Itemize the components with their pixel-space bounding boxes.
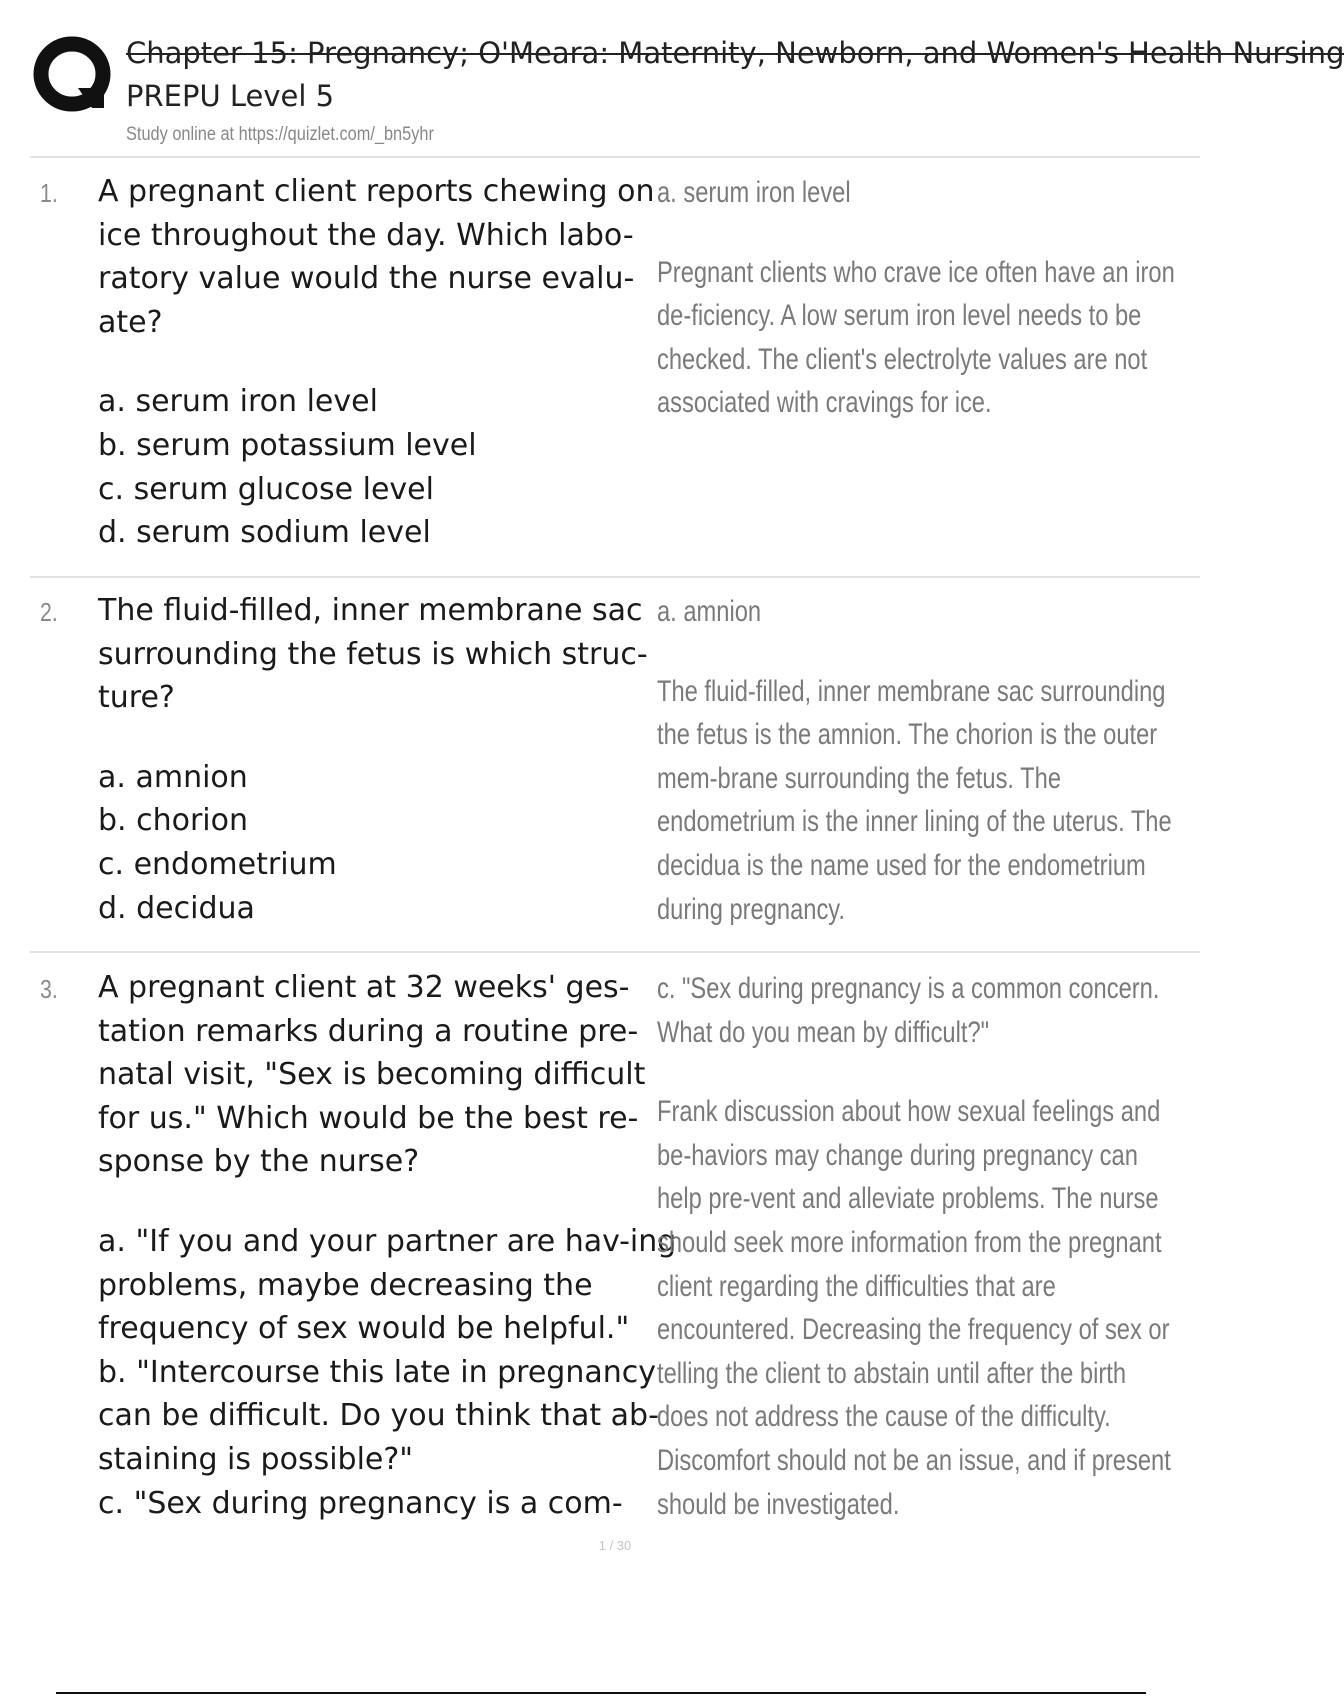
card-number: 1. xyxy=(40,178,58,208)
card-number: 3. xyxy=(40,974,58,1004)
answer-option: d. decidua xyxy=(98,890,255,926)
question xyxy=(98,589,688,930)
rationale: Pregnant clients who crave ice often have an iron de-ficiency. A low serum iron level needs to be checked. The client's electrolyte values are not associated with cravings for ice. xyxy=(657,255,1175,420)
answer-option: d. serum sodium level xyxy=(98,515,431,551)
answer-panel xyxy=(657,590,1217,931)
answer-panel xyxy=(657,967,1217,1526)
answer-option: b. serum potassium level xyxy=(98,427,477,463)
answer-option: a. amnion xyxy=(98,759,248,795)
page-number: 1 / 30 xyxy=(598,1538,632,1553)
question-stem: A pregnant client reports chewing on ice throughout the day. Which labo-ratory value would the nurse evalu-ate? xyxy=(98,174,655,340)
page-header xyxy=(30,30,1344,155)
rationale: The fluid-filled, inner membrane sac surrounding the fetus is the amnion. The chorion is the outer mem-brane surrounding the fetus. The endometrium is the inner lining of the uterus. The decidua is the name used for the endometrium during pregnancy. xyxy=(657,674,1172,926)
quizlet-logo-icon xyxy=(32,34,136,118)
study-online-link[interactable]: Study online at https://quizlet.com/_bn5yhr xyxy=(126,124,434,145)
question xyxy=(98,170,688,555)
question xyxy=(98,966,688,1525)
answer-option: c. "Sex during pregnancy is a com- xyxy=(98,1485,623,1521)
answer-option: c. serum glucose level xyxy=(98,471,434,507)
card-number: 2. xyxy=(40,597,58,627)
answer-option: a. serum iron level xyxy=(98,384,378,420)
answer-panel xyxy=(657,171,1217,425)
correct-answer: c. "Sex during pregnancy is a common concern. What do you mean by difficult?" xyxy=(657,972,1160,1049)
divider xyxy=(30,156,1200,158)
question-stem: The fluid-filled, inner membrane sac surrounding the fetus is which struc-ture? xyxy=(98,593,648,716)
answer-option: a. "If you and your partner are hav-ing problems, maybe decreasing the frequency of sex would be helpful." xyxy=(98,1223,677,1347)
divider xyxy=(30,951,1200,953)
correct-answer: a. amnion xyxy=(657,595,762,628)
answer-option: b. chorion xyxy=(98,803,249,839)
rationale: Frank discussion about how sexual feelings and be-haviors may change during pregnancy can help pre-vent and alleviate problems. The nurse should seek more information from the pregnant client regarding the difficulties that are encountered. Decreasing the frequency of sex or telling the client to abstain until after the birth does not address the cause of the difficulty. Discomfort should not be an issue, and if present should be investigated. xyxy=(657,1095,1171,1521)
answer-option: c. endometrium xyxy=(98,846,337,882)
footer-rule xyxy=(56,1692,1146,1694)
correct-answer: a. serum iron level xyxy=(657,176,851,209)
divider xyxy=(30,576,1200,578)
answer-option: b. "Intercourse this late in pregnancy can be difficult. Do you think that ab-staining is possible?" xyxy=(98,1354,659,1477)
question-stem: A pregnant client at 32 weeks' ges-tation remarks during a routine pre-natal visit, "Sex is becoming difficult for us." Which would be the best re-sponse by the nurse? xyxy=(98,970,646,1180)
document-title: Chapter 15: Pregnancy; O'Meara: Maternity, Newborn, and Women's Health Nursing xyxy=(126,36,1344,70)
document-subtitle: PREPU Level 5 xyxy=(126,79,335,113)
